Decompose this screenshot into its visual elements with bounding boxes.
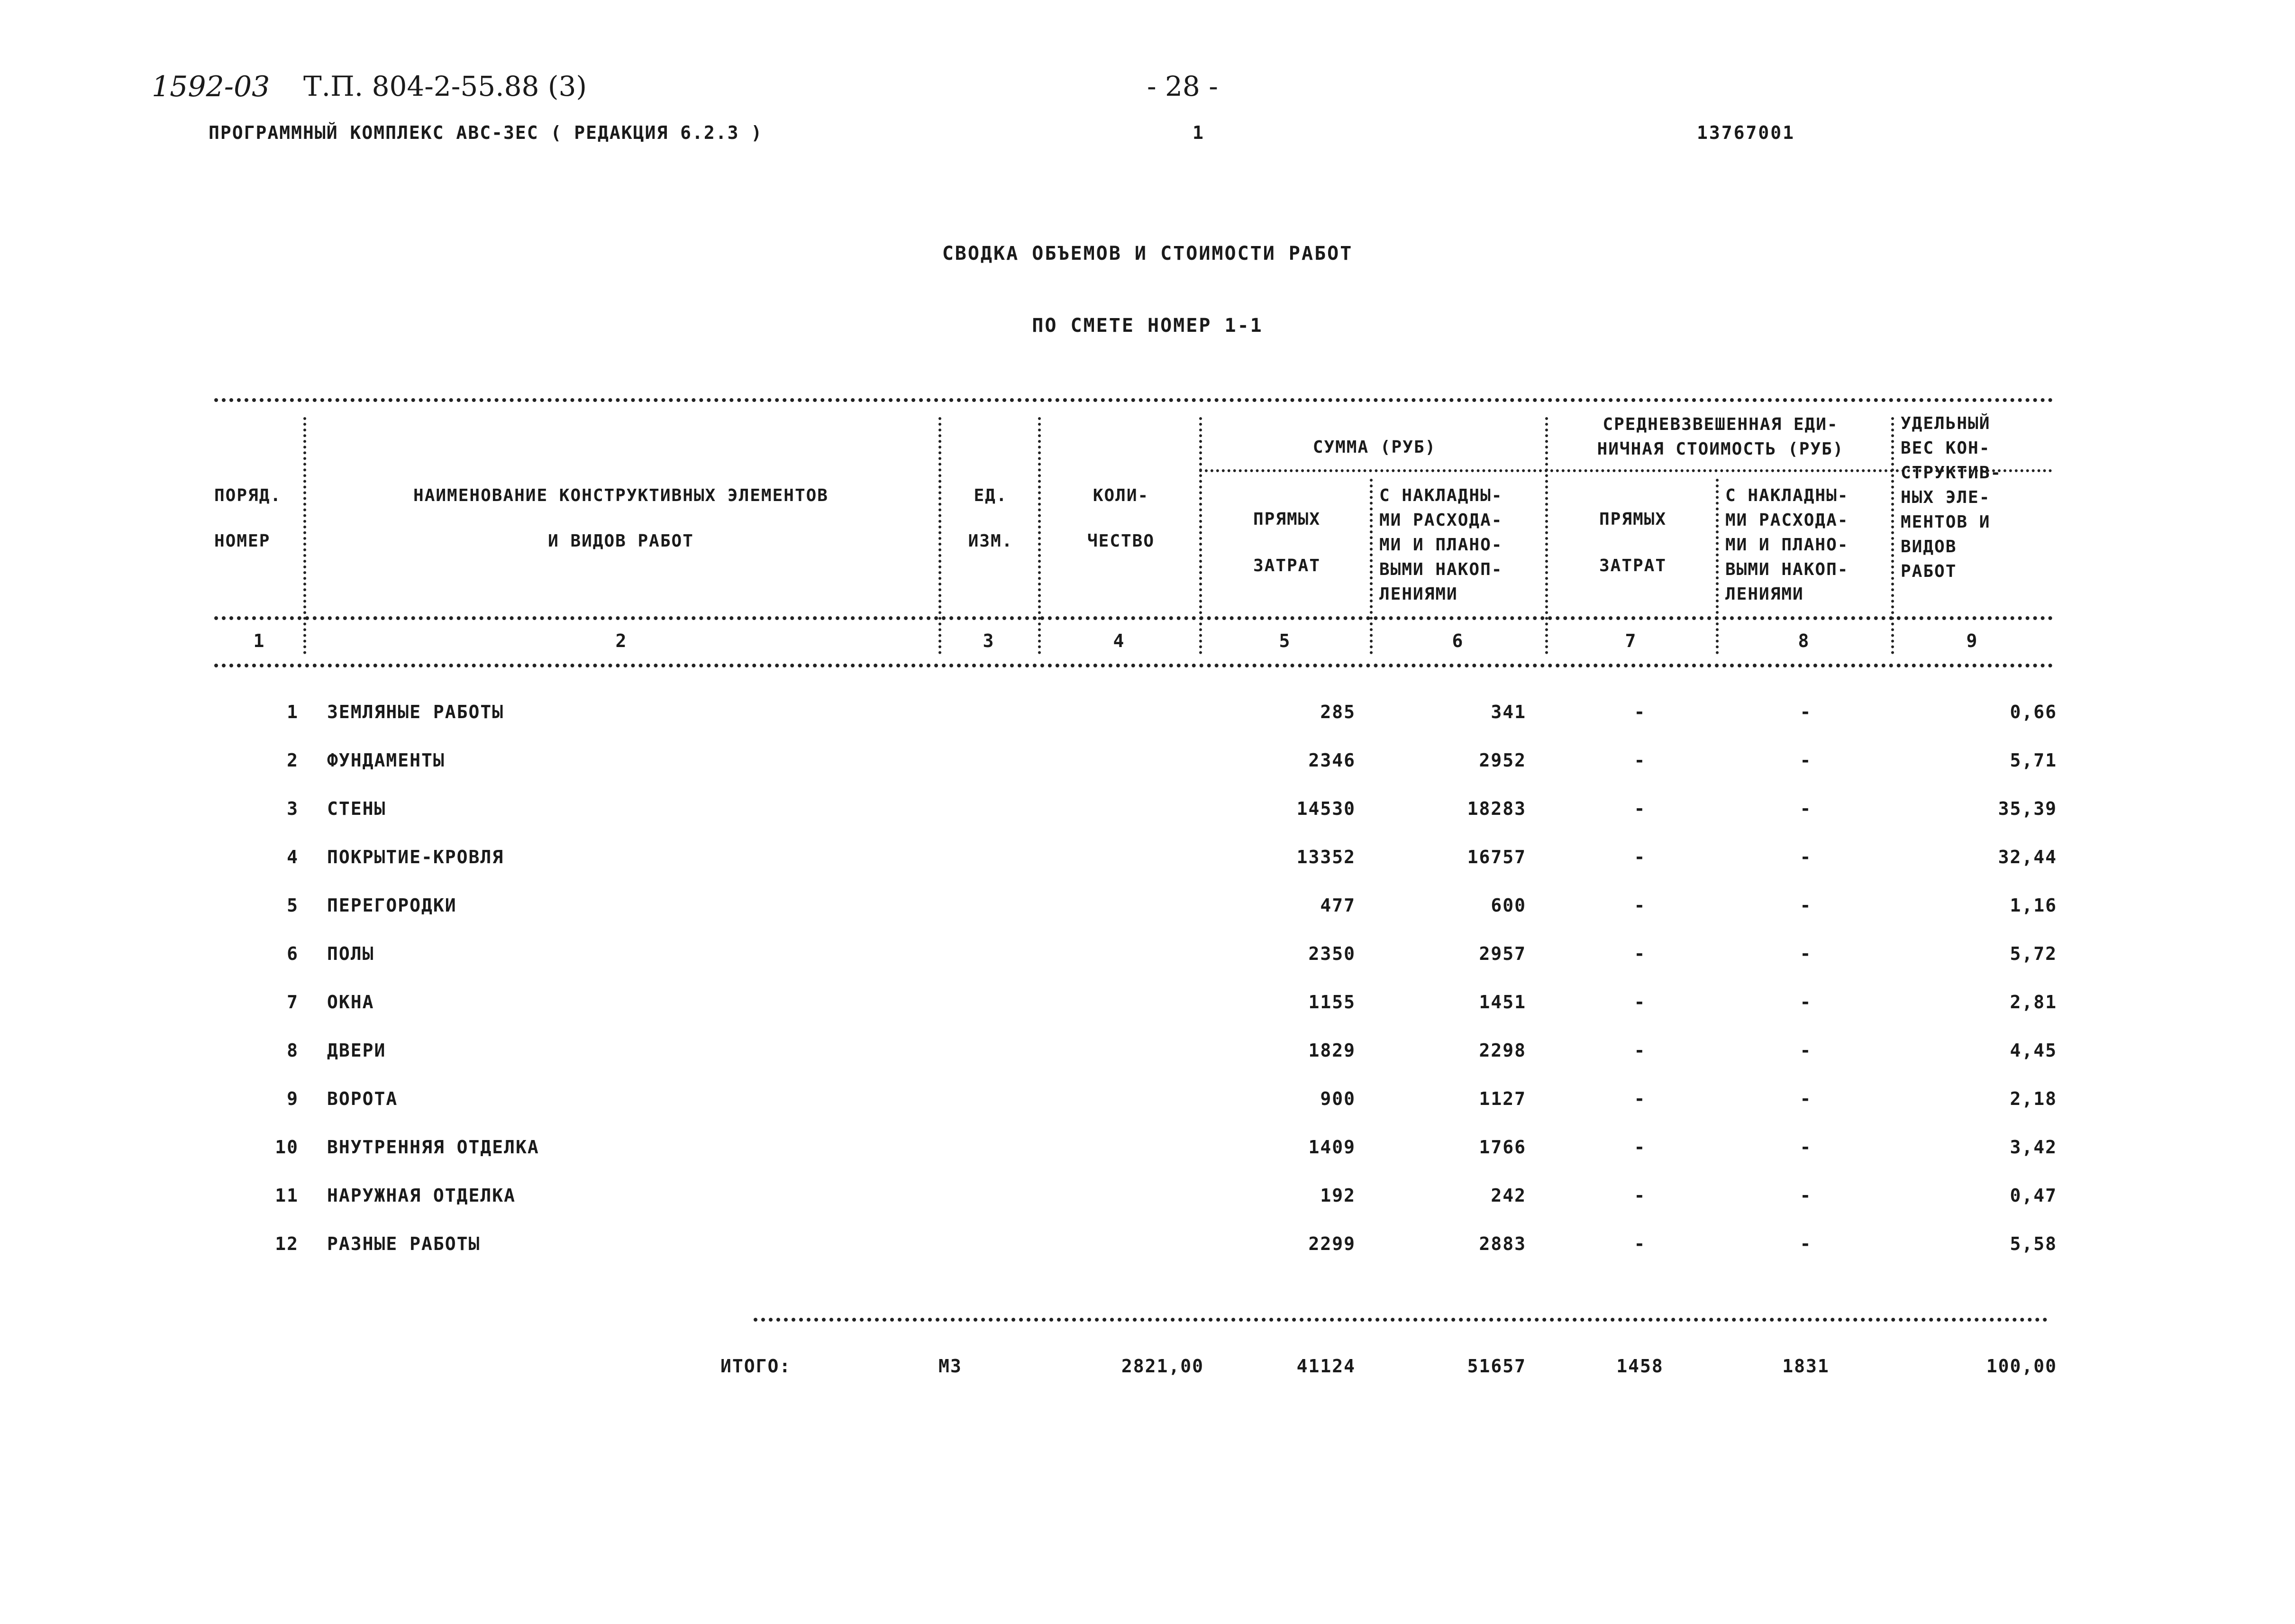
col-number-8: 8 — [1798, 630, 1809, 651]
col-header-avg-overhead: С НАКЛАДНЫ- МИ РАСХОДА- МИ И ПЛАНО- ВЫМИ НАКОП- ЛЕНИЯМИ — [1725, 486, 1849, 604]
row-share: 0,66 — [2010, 702, 2057, 722]
totals-label: ИТОГО: — [720, 1356, 792, 1377]
totals-rule — [754, 1318, 2048, 1322]
row-overhead-sum: 600 — [1491, 895, 1526, 916]
totals-avg-direct: 1458 — [1616, 1356, 1664, 1377]
col-sep-1 — [303, 417, 306, 654]
row-avg-overhead: - — [1800, 1137, 1812, 1158]
table-row — [0, 750, 2295, 778]
sheet-code: 1592-03 — [152, 70, 270, 103]
row-direct-sum: 2350 — [1308, 943, 1356, 964]
col-number-5: 5 — [1279, 630, 1290, 651]
col-number-2: 2 — [615, 630, 627, 651]
row-avg-direct: - — [1634, 1040, 1646, 1061]
row-overhead-sum: 16757 — [1467, 847, 1526, 867]
row-avg-direct: - — [1634, 702, 1646, 722]
totals-direct-sum: 41124 — [1296, 1356, 1356, 1377]
col-header-avg-direct: ПРЯМЫХ ЗАТРАТ — [1599, 510, 1667, 575]
col-number-4: 4 — [1113, 630, 1124, 651]
row-name: ОКНА — [327, 992, 374, 1013]
row-number: 7 — [287, 992, 299, 1013]
row-avg-overhead: - — [1800, 1185, 1812, 1206]
row-direct-sum: 2346 — [1308, 750, 1356, 771]
row-overhead-sum: 18283 — [1467, 798, 1526, 819]
row-avg-direct: - — [1634, 992, 1646, 1013]
row-avg-overhead: - — [1800, 1088, 1812, 1109]
page-subtitle: ПО СМЕТЕ НОМЕР 1-1 — [1032, 315, 1263, 337]
program-line: ПРОГРАММНЫЙ КОМПЛЕКС АВС-3ЕС ( РЕДАКЦИЯ 6.2.3 ) — [209, 122, 763, 143]
table-top-rule — [214, 398, 2053, 402]
row-avg-overhead: - — [1800, 798, 1812, 819]
row-share: 0,47 — [2010, 1185, 2057, 1206]
col-number-7: 7 — [1625, 630, 1636, 651]
totals-unit: М3 — [938, 1356, 962, 1377]
row-name: СТЕНЫ — [327, 798, 386, 819]
col-number-6: 6 — [1452, 630, 1463, 651]
col-sep-7 — [1716, 479, 1719, 654]
col-header-sum-group: СУММА (РУБ) — [1312, 438, 1437, 457]
row-overhead-sum: 2298 — [1479, 1040, 1526, 1061]
row-number: 6 — [287, 943, 299, 964]
col-sep-6 — [1545, 417, 1548, 654]
totals-overhead-sum: 51657 — [1467, 1356, 1526, 1377]
row-name: ВНУТРЕННЯЯ ОТДЕЛКА — [327, 1137, 539, 1158]
row-avg-direct: - — [1634, 798, 1646, 819]
row-avg-overhead: - — [1800, 750, 1812, 771]
table-row — [0, 943, 2295, 972]
row-avg-direct: - — [1634, 895, 1646, 916]
row-direct-sum: 477 — [1320, 895, 1356, 916]
col-sep-4 — [1199, 417, 1202, 654]
row-direct-sum: 2299 — [1308, 1233, 1356, 1254]
row-name: ПОКРЫТИЕ-КРОВЛЯ — [327, 847, 504, 867]
row-direct-sum: 14530 — [1296, 798, 1356, 819]
number-row-rule — [214, 664, 2053, 667]
row-name: ДВЕРИ — [327, 1040, 386, 1061]
row-number: 10 — [275, 1137, 299, 1158]
row-avg-direct: - — [1634, 847, 1646, 867]
row-number: 4 — [287, 847, 299, 867]
row-number: 11 — [275, 1185, 299, 1206]
row-share: 5,72 — [2010, 943, 2057, 964]
row-number: 12 — [275, 1233, 299, 1254]
row-direct-sum: 13352 — [1296, 847, 1356, 867]
col-sep-5 — [1370, 479, 1373, 654]
row-share: 5,58 — [2010, 1233, 2057, 1254]
totals-quantity: 2821,00 — [1121, 1356, 1204, 1377]
row-avg-overhead: - — [1800, 943, 1812, 964]
page-number: - 28 - — [1147, 70, 1218, 102]
row-number: 3 — [287, 798, 299, 819]
row-direct-sum: 900 — [1320, 1088, 1356, 1109]
col-header-name: НАИМЕНОВАНИЕ КОНСТРУКТИВНЫХ ЭЛЕМЕНТОВ И ВИДОВ РАБОТ — [413, 486, 829, 551]
row-avg-overhead: - — [1800, 992, 1812, 1013]
row-name: ЗЕМЛЯНЫЕ РАБОТЫ — [327, 702, 504, 722]
row-avg-direct: - — [1634, 1185, 1646, 1206]
row-name: НАРУЖНАЯ ОТДЕЛКА — [327, 1185, 516, 1206]
row-overhead-sum: 2883 — [1479, 1233, 1526, 1254]
row-share: 3,42 — [2010, 1137, 2057, 1158]
row-direct-sum: 1409 — [1308, 1137, 1356, 1158]
page-title: СВОДКА ОБЪЕМОВ И СТОИМОСТИ РАБОТ — [942, 243, 1353, 265]
col-sep-2 — [938, 417, 941, 654]
col-sep-3 — [1038, 417, 1041, 654]
table-row — [0, 1040, 2295, 1068]
row-direct-sum: 1829 — [1308, 1040, 1356, 1061]
row-name: РАЗНЫЕ РАБОТЫ — [327, 1233, 481, 1254]
col-number-1: 1 — [253, 630, 264, 651]
row-share: 1,16 — [2010, 895, 2057, 916]
table-row — [0, 1233, 2295, 1262]
row-name: ФУНДАМЕНТЫ — [327, 750, 445, 771]
row-avg-overhead: - — [1800, 1233, 1812, 1254]
row-avg-direct: - — [1634, 1233, 1646, 1254]
row-direct-sum: 1155 — [1308, 992, 1356, 1013]
col-header-sum-direct: ПРЯМЫХ ЗАТРАТ — [1253, 510, 1321, 575]
row-avg-direct: - — [1634, 1088, 1646, 1109]
row-avg-overhead: - — [1800, 847, 1812, 867]
col-header-share: УДЕЛЬНЫЙ ВЕС КОН- СТРУКТИВ- НЫХ ЭЛЕ- МЕНТОВ И ВИДОВ РАБОТ — [1901, 414, 2002, 581]
row-direct-sum: 285 — [1320, 702, 1356, 722]
row-number: 9 — [287, 1088, 299, 1109]
row-avg-overhead: - — [1800, 1040, 1812, 1061]
row-number: 1 — [287, 702, 299, 722]
row-overhead-sum: 242 — [1491, 1185, 1526, 1206]
row-number: 5 — [287, 895, 299, 916]
row-avg-overhead: - — [1800, 702, 1812, 722]
document-id: Т.П. 804-2-55.88 (3) — [303, 70, 587, 102]
row-share: 35,39 — [1998, 798, 2057, 819]
col-header-unit: ЕД. ИЗМ. — [968, 486, 1013, 551]
col-header-quantity: КОЛИ- ЧЕСТВО — [1087, 486, 1155, 551]
row-share: 2,18 — [2010, 1088, 2057, 1109]
totals-row — [0, 1356, 2295, 1384]
totals-share: 100,00 — [1986, 1356, 2057, 1377]
col-sep-8 — [1891, 417, 1894, 654]
row-name: ПОЛЫ — [327, 943, 374, 964]
row-direct-sum: 192 — [1320, 1185, 1356, 1206]
row-overhead-sum: 341 — [1491, 702, 1526, 722]
row-avg-overhead: - — [1800, 895, 1812, 916]
row-share: 4,45 — [2010, 1040, 2057, 1061]
col-header-order: ПОРЯД. НОМЕР — [214, 486, 282, 551]
row-name: ПЕРЕГОРОДКИ — [327, 895, 457, 916]
col-number-9: 9 — [1966, 630, 1977, 651]
row-overhead-sum: 2957 — [1479, 943, 1526, 964]
row-overhead-sum: 2952 — [1479, 750, 1526, 771]
row-avg-direct: - — [1634, 1137, 1646, 1158]
row-overhead-sum: 1451 — [1479, 992, 1526, 1013]
table-row — [0, 702, 2295, 730]
totals-avg-overhead: 1831 — [1782, 1356, 1830, 1377]
row-share: 5,71 — [2010, 750, 2057, 771]
col-header-sum-overhead: С НАКЛАДНЫ- МИ РАСХОДА- МИ И ПЛАНО- ВЫМИ НАКОП- ЛЕНИЯМИ — [1379, 486, 1503, 604]
row-name: ВОРОТА — [327, 1088, 398, 1109]
row-overhead-sum: 1766 — [1479, 1137, 1526, 1158]
header-bottom-rule — [214, 616, 2053, 620]
table-row — [0, 847, 2295, 875]
row-share: 32,44 — [1998, 847, 2057, 867]
table-row — [0, 1185, 2295, 1213]
row-avg-direct: - — [1634, 750, 1646, 771]
row-overhead-sum: 1127 — [1479, 1088, 1526, 1109]
col-header-avg-group: СРЕДНЕВЗВЕШЕННАЯ ЕДИ- НИЧНАЯ СТОИМОСТЬ (РУБ) — [1597, 415, 1844, 459]
row-number: 8 — [287, 1040, 299, 1061]
row-avg-direct: - — [1634, 943, 1646, 964]
table-row — [0, 1088, 2295, 1117]
code-number: 13767001 — [1697, 122, 1795, 143]
row-share: 2,81 — [2010, 992, 2057, 1013]
col-number-3: 3 — [983, 630, 994, 651]
row-number: 2 — [287, 750, 299, 771]
table-row — [0, 798, 2295, 827]
sheet-marker: 1 — [1193, 122, 1203, 143]
table-row — [0, 992, 2295, 1020]
table-row — [0, 1137, 2295, 1165]
table-row — [0, 895, 2295, 923]
